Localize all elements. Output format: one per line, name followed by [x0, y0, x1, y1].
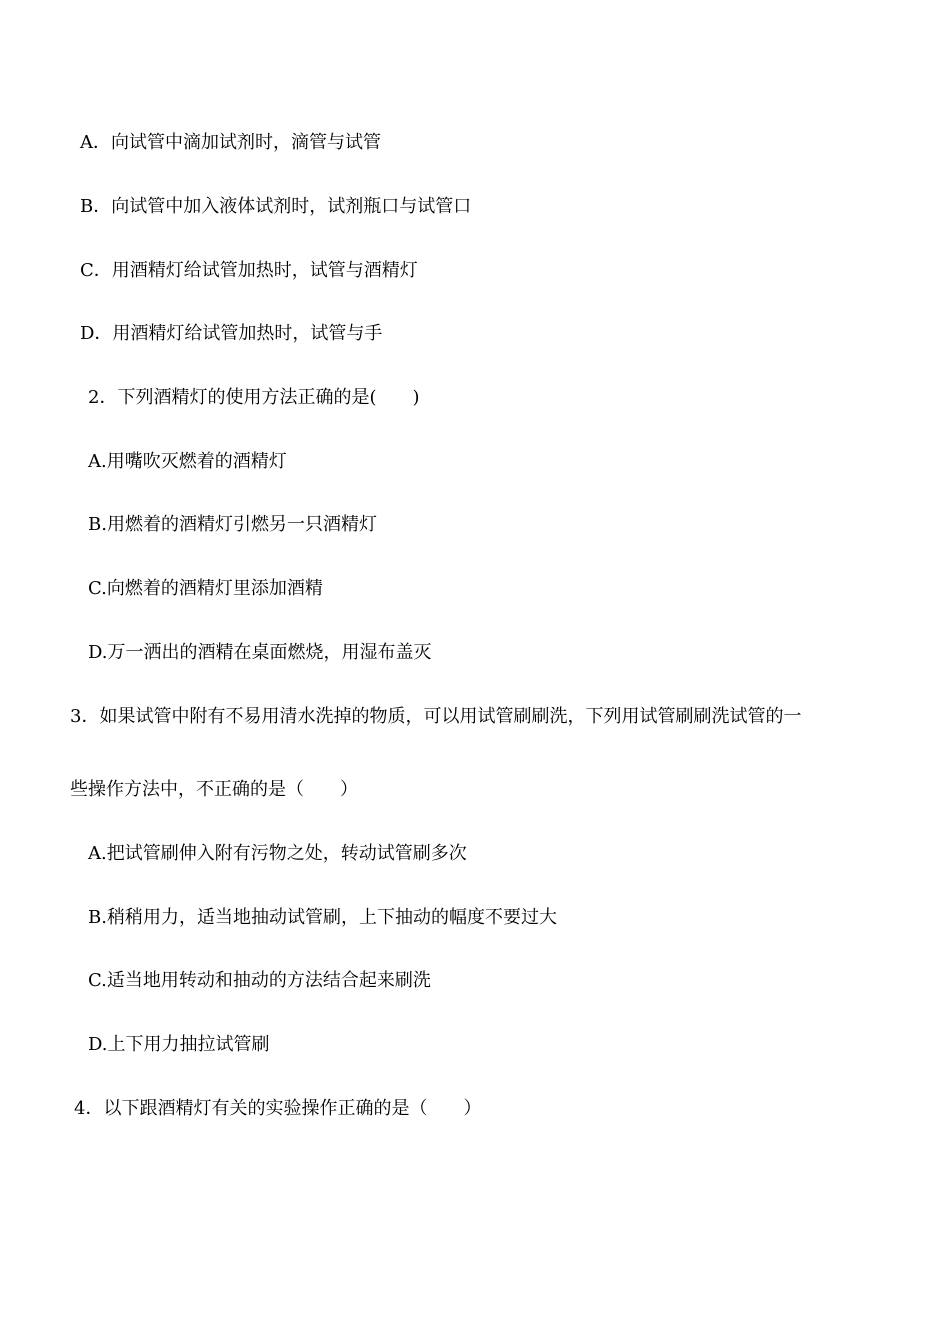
q2-option-d: D.万一洒出的酒精在桌面燃烧，用湿布盖灭 [88, 642, 432, 663]
q2-stem: 2．下列酒精灯的使用方法正确的是( ) [88, 387, 420, 408]
q2-option-c: C.向燃着的酒精灯里添加酒精 [88, 578, 323, 599]
q2-option-a: A.用嘴吹灭燃着的酒精灯 [88, 451, 287, 472]
q3-stem-line2: 些操作方法中，不正确的是（ ） [70, 779, 358, 800]
q3-option-c: C.适当地用转动和抽动的方法结合起来刷洗 [88, 970, 431, 991]
q1-option-c: C．用酒精灯给试管加热时，试管与酒精灯 [80, 260, 418, 281]
q2-option-b: B.用燃着的酒精灯引燃另一只酒精灯 [88, 514, 377, 535]
q3-stem-line1: 3．如果试管中附有不易用清水洗掉的物质，可以用试管刷刷洗，下列用试管刷刷洗试管的一 [70, 706, 802, 727]
q4-stem: 4．以下跟酒精灯有关的实验操作正确的是（ ） [74, 1098, 482, 1119]
q3-option-a: A.把试管刷伸入附有污物之处，转动试管刷多次 [88, 843, 467, 864]
q1-option-b: B．向试管中加入液体试剂时，试剂瓶口与试管口 [80, 196, 472, 217]
q1-option-a: A．向试管中滴加试剂时，滴管与试管 [80, 132, 381, 153]
q1-option-d: D．用酒精灯给试管加热时，试管与手 [80, 323, 383, 344]
q3-option-d: D.上下用力抽拉试管刷 [88, 1034, 270, 1055]
q3-option-b: B.稍稍用力，适当地抽动试管刷，上下抽动的幅度不要过大 [88, 907, 557, 928]
